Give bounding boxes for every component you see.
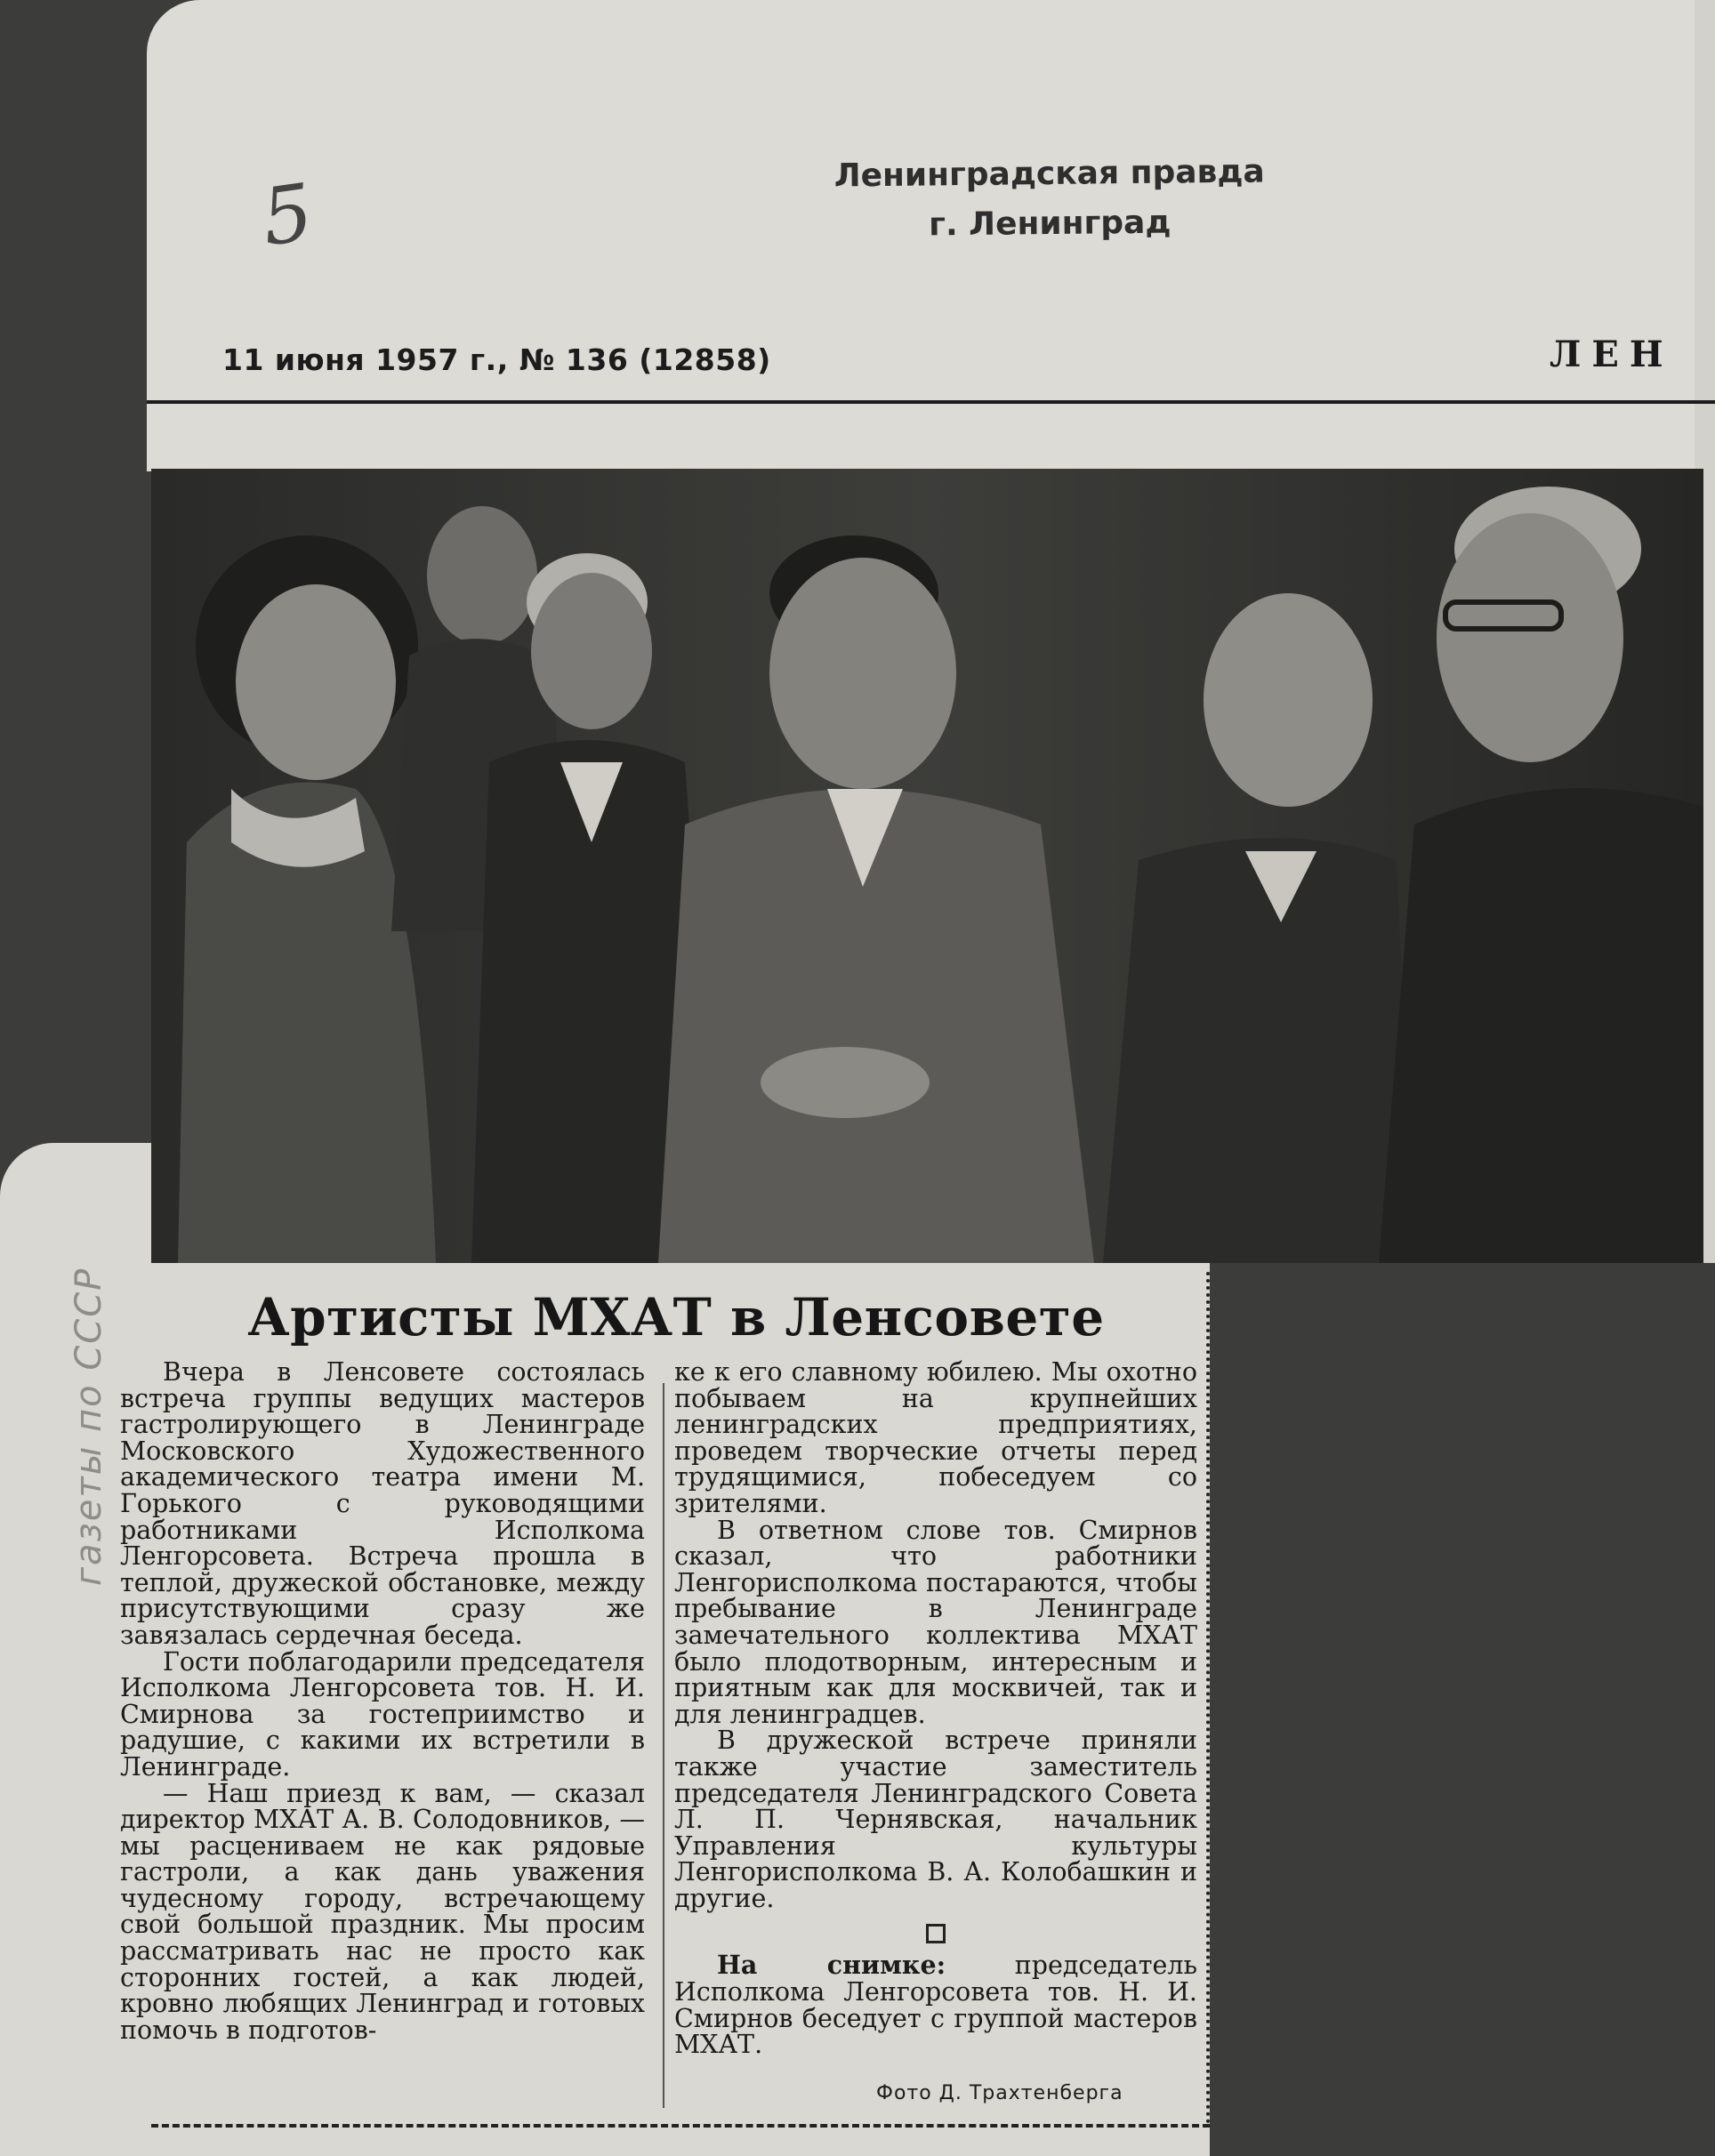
article-paragraph: Вчера в Ленсовете состоялась встреча группы ведущих мастеров гастролирующего в Ленинграде Московского Художественного академического театра имени М. Горького с руководящими работниками Исполкома Ленгорсовета. Встреча прошла в теплой, дружеской обстановке, между присутствующими сразу же завязалась сердечная беседа. (120, 1357, 645, 1650)
article-paragraph: — Наш приезд к вам, — сказал директор МХАТ А. В. Солодовников, — мы расцениваем не как рядовые гастроли, а как дань уважения чудесному городу, встречающему свой большой праздник. Мы просим рассматривать нас не просто как сторонних гостей, а как людей, кровно любящих Ленинград и готовых помочь в подготов- (120, 1778, 645, 2045)
central-man-face (769, 558, 956, 789)
separator-square-icon (926, 1924, 946, 1943)
gray-man-face (531, 573, 652, 729)
backing-sheet (1210, 1263, 1715, 2156)
issue-dateline: 11 июня 1957 г., № 136 (12858) (222, 342, 771, 377)
stamp-city: г. Ленинград (928, 204, 1172, 244)
caption-label: На снимке: (717, 1950, 946, 1981)
clipping-cut-edge-bottom (151, 2124, 1210, 2128)
header-rule (147, 400, 1715, 404)
handwritten-page-number: 5 (256, 165, 318, 264)
woman-face (236, 584, 396, 780)
photo-caption (674, 1950, 1197, 2060)
glasses-man-face (1437, 513, 1623, 762)
article-paragraph: В ответном слове тов. Смирнов сказал, что работники Ленгорисполкома постараются, чтобы пребывание в Ленинграде замечательного коллектива МХАТ было плодотворным, интересным и приятным как для москвичей, так и для ленинградцев. (674, 1515, 1197, 1729)
smiling-man-face (1204, 593, 1373, 807)
article-paragraph: В дружеской встрече приняли также участие заместитель председателя Ленинградского Совета Л. П. Чернявская, начальник Управления культуры Ленгорисполкома В. А. Колобашкин и другие. (674, 1726, 1197, 1913)
handwritten-margin-note: газеты по СССР (68, 1267, 109, 1586)
central-man-coat (658, 789, 1094, 1263)
central-man-hand (761, 1047, 930, 1118)
article-paragraph: Гости поблагодарили председателя Исполкома Ленгорсовета тов. Н. И. Смирнова за гостеприимство и радушие, с какими их встретили в Ленинграде. (120, 1646, 645, 1782)
back-man-face (427, 506, 537, 645)
column-divider (663, 1383, 664, 2108)
caption-text: председатель Исполкома Ленгорсовета тов. Н. И. Смирнов беседует с группой мастеров МХАТ. (674, 1951, 1197, 2060)
masthead-fragment: ЛЕН (1550, 334, 1674, 375)
clipping-cut-edge-right (1206, 1272, 1210, 2124)
stamp-newspaper-name: Ленинградская правда (833, 153, 1265, 195)
article-headline: Артисты МХАТ в Ленсовете (247, 1287, 1105, 1348)
photo-credit: Фото Д. Трахтенберга (876, 2082, 1123, 2104)
news-photo (151, 469, 1703, 1263)
smiling-man-body (1103, 838, 1414, 1263)
photo-illustration (151, 469, 1703, 1263)
glasses-man-body (1379, 788, 1703, 1263)
article-paragraph: ке к его славному юбилею. Мы охотно побываем на крупнейших ленинградских предприятиях, проведем творческие отчеты перед трудящимися, побеседуем со зрителями. (674, 1357, 1197, 1518)
article-left-column (120, 1359, 645, 2043)
newspaper-stamp (800, 147, 1299, 252)
article-right-column (674, 1359, 1197, 2058)
